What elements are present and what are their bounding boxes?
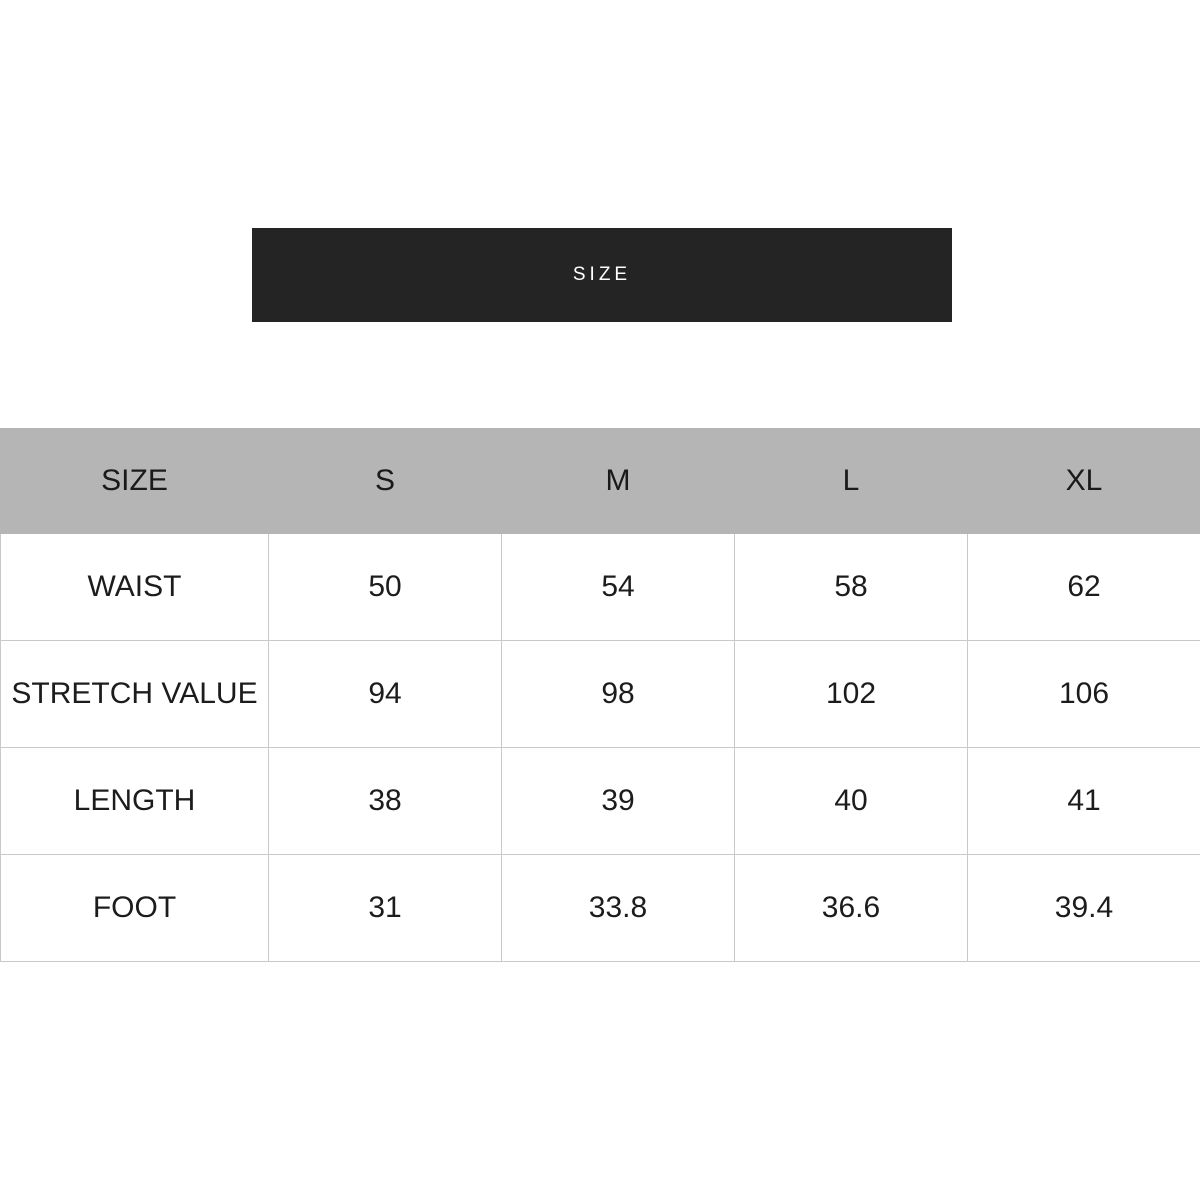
size-banner-label: SIZE xyxy=(572,264,632,285)
column-header-s: S xyxy=(269,429,502,534)
size-banner xyxy=(252,228,952,322)
size-chart-table xyxy=(0,428,1200,962)
column-header-m: M xyxy=(502,429,735,534)
cell-length-l: 40 xyxy=(735,748,968,855)
table-row xyxy=(1,534,1200,641)
cell-foot-xl: 39.4 xyxy=(968,855,1200,962)
row-label-waist: WAIST xyxy=(1,534,269,641)
cell-stretch-value-s: 94 xyxy=(269,641,502,748)
cell-stretch-value-l: 102 xyxy=(735,641,968,748)
cell-stretch-value-m: 98 xyxy=(502,641,735,748)
cell-waist-s: 50 xyxy=(269,534,502,641)
row-label-foot: FOOT xyxy=(1,855,269,962)
column-header-xl: XL xyxy=(968,429,1200,534)
cell-stretch-value-xl: 106 xyxy=(968,641,1200,748)
cell-length-s: 38 xyxy=(269,748,502,855)
cell-length-m: 39 xyxy=(502,748,735,855)
cell-foot-s: 31 xyxy=(269,855,502,962)
table-row xyxy=(1,855,1200,962)
cell-foot-m: 33.8 xyxy=(502,855,735,962)
cell-foot-l: 36.6 xyxy=(735,855,968,962)
cell-waist-xl: 62 xyxy=(968,534,1200,641)
column-header-size: SIZE xyxy=(1,429,269,534)
cell-waist-l: 58 xyxy=(735,534,968,641)
row-label-stretch-value: STRETCH VALUE xyxy=(1,641,269,748)
cell-waist-m: 54 xyxy=(502,534,735,641)
table-row xyxy=(1,641,1200,748)
cell-length-xl: 41 xyxy=(968,748,1200,855)
table-header-row xyxy=(1,429,1200,534)
row-label-length: LENGTH xyxy=(1,748,269,855)
column-header-l: L xyxy=(735,429,968,534)
table-row xyxy=(1,748,1200,855)
